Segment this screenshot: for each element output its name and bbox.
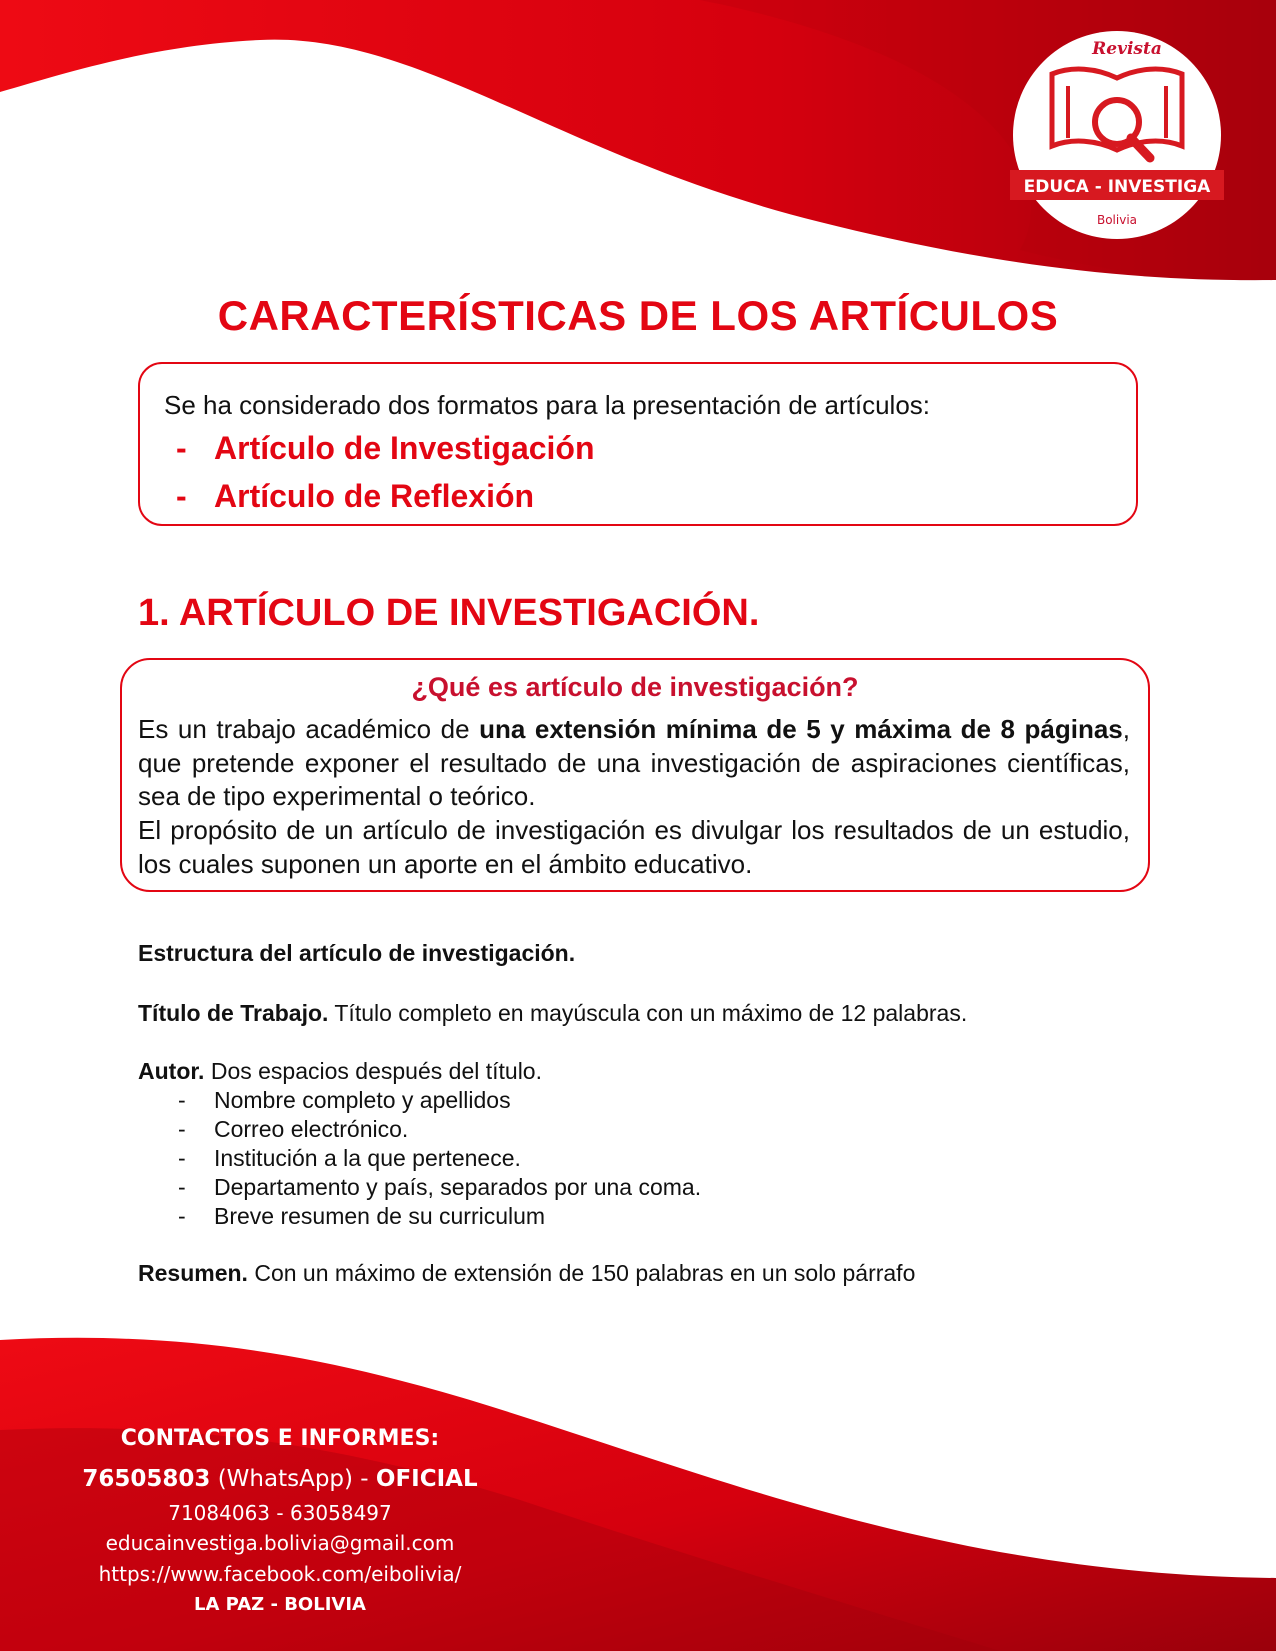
definition-question: ¿Qué es artículo de investigación? (411, 672, 859, 702)
resumen-line: Resumen. Con un máximo de extensión de 150 palabras en un solo párrafo (138, 1260, 916, 1286)
format-item: - Artículo de Investigación (176, 430, 595, 466)
list-item: - Correo electrónico. (178, 1116, 409, 1142)
list-item: - Breve resumen de su curriculum (178, 1203, 546, 1229)
facebook-text: https://www.facebook.com/eibolivia/ (98, 1562, 462, 1586)
titulo-line: Título de Trabajo. Título completo en mayúscula con un máximo de 12 palabras. (138, 1000, 968, 1026)
list-item: - Nombre completo y apellidos (178, 1087, 511, 1113)
structure-heading: Estructura del artículo de investigación. (138, 940, 576, 966)
definition-paragraph: Es un trabajo académico de una extensión mínima de 5 y máxima de 8 páginas, que pretende exponer el resultado de una investigación de aspiraciones científicas, sea de tipo experimental o teórico. (138, 714, 1130, 811)
format-item: - Artículo de Reflexión (176, 478, 535, 514)
contacts-heading: CONTACTOS E INFORMES: (120, 1426, 440, 1451)
autor-line: Autor. Dos espacios después del título. (138, 1058, 542, 1084)
formats-box (138, 362, 1138, 526)
list-item: - Departamento y país, separados por una coma. (178, 1174, 702, 1200)
page-title: CARACTERÍSTICAS DE LOS ARTÍCULOS (217, 292, 1059, 339)
location-text: LA PAZ - BOLIVIA (194, 1594, 366, 1615)
formats-intro: Se ha considerado dos formatos para la presentación de artículos: (164, 390, 931, 420)
logo-country-text: Bolivia (1096, 213, 1138, 227)
email-text: educainvestiga.bolivia@gmail.com (105, 1531, 455, 1555)
logo-name-text: EDUCA - INVESTIGA (1023, 177, 1211, 197)
phone-main-line: 76505803 (WhatsApp) - OFICIAL (82, 1466, 478, 1492)
section-title: 1. ARTÍCULO DE INVESTIGACIÓN. (138, 592, 760, 634)
definition-box (120, 658, 1150, 892)
list-item: - Institución a la que pertenece. (178, 1145, 521, 1171)
educa-investiga-logo (1010, 28, 1224, 242)
purpose-paragraph: El propósito de un artículo de investigación es divulgar los resultados de un estudio, los cuales suponen un aporte en el ámbito educativo. (138, 815, 1130, 879)
logo-revista-text: Revista (1092, 39, 1162, 59)
phones-other: 71084063 - 63058497 (168, 1501, 392, 1525)
